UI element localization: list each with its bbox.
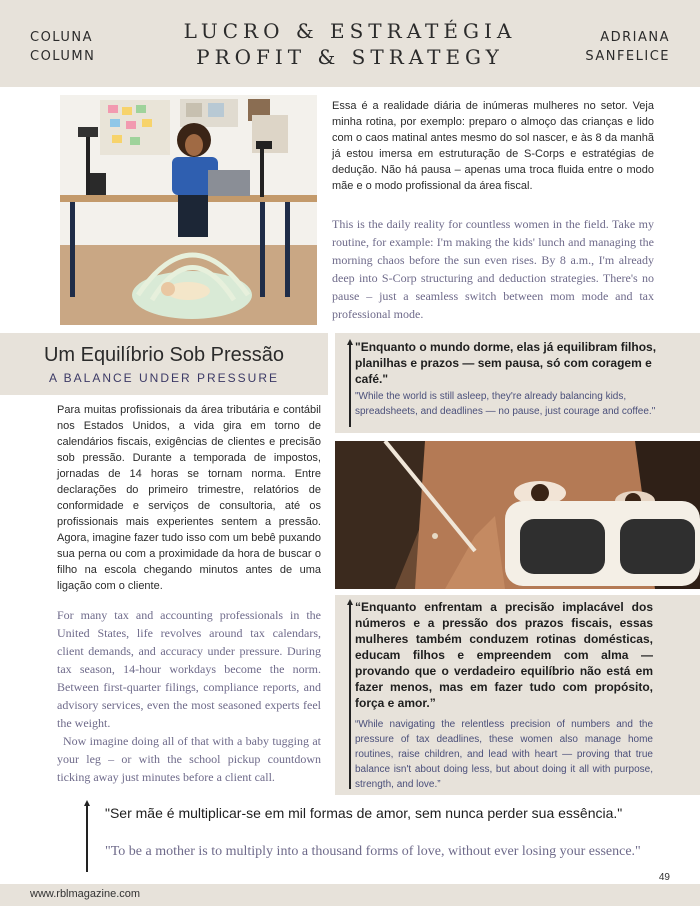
- author-name: [585, 28, 670, 66]
- heading-en: PROFIT & STRATEGY: [196, 45, 504, 69]
- quote-rule: [86, 804, 88, 872]
- quote-rule: [349, 343, 351, 427]
- heading-pt: LUCRO & ESTRATÉGIA: [183, 19, 517, 43]
- pull-quote-2-pt: “Enquanto enfrentam a precisão implacável dos números e a pressão dos prazos fiscais, essas mulheres também conduzem rotinas domésticas, educam filhos e empreendem com alma — provando que o verdadeiro equilíbrio não está em fazer menos, mas em fazer tudo com propósito, força e amor.”: [355, 600, 653, 710]
- column-label-en: COLUMN: [30, 49, 96, 64]
- intro-paragraph-pt: Essa é a realidade diária de inúmeras mulheres no setor. Veja minha rotina, por exemplo: preparo o almoço das crianças e lido com o caos matinal antes mesmo do sol nascer, e às 8 da manhã já estou imersa em estruturação de S-Corps e estratégias de dedução. Não há pausa – apenas uma troca fluida entre o modo mãe e o modo profissional da área fiscal.: [332, 100, 654, 192]
- bottom-quote-en: "To be a mother is to multiply into a thousand forms of love, without ever losing your essence.": [105, 844, 641, 859]
- body-paragraph-en-2: Now imagine doing all of that with a baby tugging at your leg – or with the school pickup countdown ticking away just minutes before a client call.: [57, 734, 321, 784]
- body-paragraph-pt: Para muitas profissionais da área tributária e contábil nos Estados Unidos, a vida gira em torno de calendários fiscais, exigências de clientes e precisão sob pressão. Durante a temporada de impostos, jornadas de 14 horas se tornam norma. Entre declarações do primeiro trimestre, relatórios de conformidade e serviços de consultoria, até os profissionais mais experientes sentem a pressão. Agora, imagine fazer tudo isso com um bebê puxando sua perna ou com a proximidade da hora de buscar o filho na escola chegando minutos antes de uma ligação com o cliente.: [57, 404, 321, 592]
- photo-woman-sunglasses: [335, 441, 700, 589]
- section-title: Um Equilíbrio Sob Pressão: [43, 344, 285, 366]
- footer-url[interactable]: www.rblmagazine.com: [30, 888, 141, 900]
- body-paragraph-en-1: For many tax and accounting professionals in the United States, life revolves around tax calendars, client demands, and accuracy under pressure. During tax season, 14-hour workdays become the norm. Between first-quarter filings, compliance reports, and advisory services, even the most seasoned experts feel the weight.: [57, 608, 321, 730]
- column-label-pt: COLUNA: [30, 30, 94, 45]
- body-paragraph-en: [57, 606, 321, 786]
- pull-quote-2: [335, 595, 700, 795]
- pull-quote-1-pt: "Enquanto o mundo dorme, elas já equilibram filhos, planilhas e prazos — sem pausa, só com coragem e café.": [355, 340, 657, 386]
- quote-rule: [349, 603, 351, 789]
- pull-quote-1: [335, 333, 700, 433]
- pull-quote-1-en: "While the world is still asleep, they're already balancing kids, spreadsheets, and deadlines — no pause, just courage and coffee.": [355, 391, 656, 417]
- pull-quote-2-en: “While navigating the relentless precision of numbers and the pressure of tax deadlines, these women also manage home routines, raise children, and lead with heart — proving that true balance isn't about doing less, but about doing it all with purpose, strength, and love.”: [355, 719, 653, 790]
- intro-paragraph-en: This is the daily reality for countless women in the field. Take my routine, for example: I'm making the kids' lunch and managing the morning chaos before the sun even rises. By 8 a.m., I'm already deep into S-Corp structuring and deduction strategies. There's no pause – just a seamless switch between mom mode and tax professional mode.: [332, 217, 654, 321]
- author-last-name: SANFELICE: [585, 49, 670, 64]
- bottom-quote-pt: "Ser mãe é multiplicar-se em mil formas de amor, sem nunca perder sua essência.": [105, 805, 623, 821]
- section-subtitle: A BALANCE UNDER PRESSURE: [48, 371, 280, 385]
- page-number: 49: [658, 872, 670, 883]
- author-first-name: ADRIANA: [600, 30, 670, 45]
- photo-mother-at-desk: [60, 95, 317, 325]
